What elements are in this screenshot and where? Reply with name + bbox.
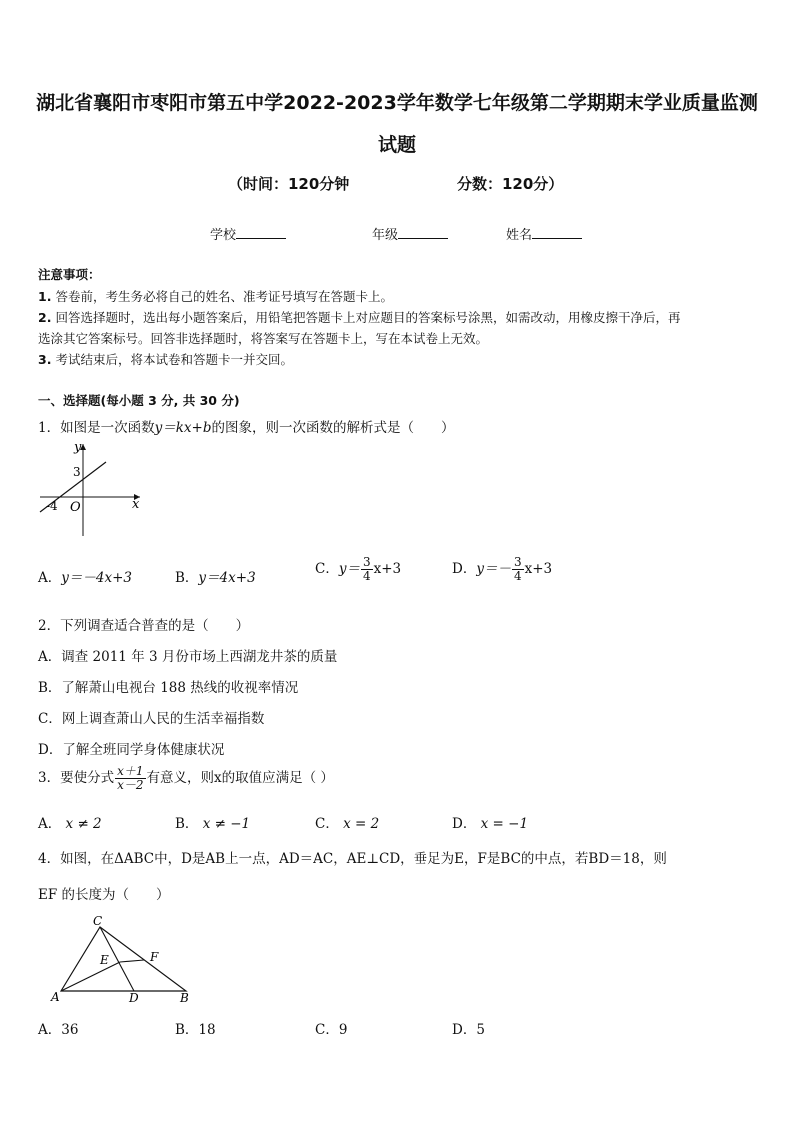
name-label: 姓名 xyxy=(506,228,533,243)
q1-option-b[interactable]: B．y＝4x+3 xyxy=(175,570,256,586)
q4-label-f: F xyxy=(150,950,159,964)
q3-option-a[interactable]: A． x ≠ 2 xyxy=(38,816,102,832)
q3-stem: 3．要使分式 $\frac{x+1}{x-2}$ 有意义，则x的取值应满足（ ） xyxy=(38,764,334,792)
q1-x-label: x xyxy=(132,497,140,512)
q4-triangle-figure xyxy=(48,913,198,1005)
q4-label-c: C xyxy=(93,914,103,928)
q3-fraction: $\frac{x+1}{x-2}$ xyxy=(117,764,144,792)
q1-option-d[interactable]: D．y＝－ $\frac{3}{4}$ x+3 xyxy=(452,555,553,583)
q1-stem: 1．如图是一次函数y＝kx+b的图象，则一次函数的解析式是（ ） xyxy=(38,420,455,436)
q1-origin-label: O xyxy=(70,500,81,515)
q2-option-d[interactable]: D．了解全班同学身体健康状况 xyxy=(38,742,225,758)
q4-stem-line2: EF 的长度为（ ） xyxy=(38,887,170,903)
grade-field[interactable] xyxy=(372,224,448,243)
q4-label-b: B xyxy=(180,991,189,1005)
exam-title-line1: 湖北省襄阳市枣阳市第五中学2022-2023学年数学七年级第二学期期末学业质量监测 xyxy=(36,92,758,114)
q1-d-fraction: $\frac{3}{4}$ xyxy=(513,555,522,583)
grade-label: 年级 xyxy=(372,228,399,243)
q3-option-c[interactable]: C． x = 2 xyxy=(315,816,380,832)
q4-option-a[interactable]: A．36 xyxy=(38,1022,79,1038)
q1-c-fraction: $\frac{3}{4}$ xyxy=(362,555,371,583)
q4-label-d: D xyxy=(129,991,139,1005)
q1-tick-x: -4 xyxy=(46,499,58,513)
notes-item-3: 3. 考试结束后，将本试卷和答题卡一并交回。 xyxy=(38,352,293,367)
grade-blank[interactable] xyxy=(398,226,448,239)
name-field[interactable] xyxy=(506,224,582,243)
q2-option-a[interactable]: A．调查 2011 年 3 月份市场上西湖龙井茶的质量 xyxy=(38,649,338,665)
notes-item-1: 1. 答卷前，考生务必将自己的姓名、准考证号填写在答题卡上。 xyxy=(38,289,393,304)
q1-option-c[interactable]: C．y＝ $\frac{3}{4}$ x+3 xyxy=(315,555,402,583)
q3-option-b[interactable]: B． x ≠ −1 xyxy=(175,816,251,832)
q1-graph xyxy=(36,440,148,540)
school-label: 学校 xyxy=(210,228,237,243)
exam-time: （时间：120分钟 xyxy=(228,175,350,193)
section-heading: 一、选择题(每小题 3 分, 共 30 分) xyxy=(38,393,240,408)
exam-score: 分数：120分） xyxy=(457,175,564,193)
notes-heading: 注意事项： xyxy=(38,267,101,282)
q4-label-a: A xyxy=(51,990,60,1004)
exam-title-line2: 试题 xyxy=(377,134,416,156)
q2-option-b[interactable]: B．了解萧山电视台 188 热线的收视率情况 xyxy=(38,680,299,696)
q4-stem-line1: 4．如图，在ΔABC中，D是AB上一点，AD＝AC，AE⊥CD，垂足为E，F是BC的中点，若BD＝18，则 xyxy=(38,851,667,867)
q4-option-d[interactable]: D．5 xyxy=(452,1022,485,1038)
q1-tick-y: 3 xyxy=(73,465,81,479)
q4-option-c[interactable]: C．9 xyxy=(315,1022,348,1038)
notes-item-2: 2. 回答选择题时，选出每小题答案后，用铅笔把答题卡上对应题目的答案标号涂黑，如需改动，用橡皮擦干净后，再 xyxy=(38,310,681,325)
school-blank[interactable] xyxy=(236,226,286,239)
q4-option-b[interactable]: B．18 xyxy=(175,1022,216,1038)
q3-option-d[interactable]: D． x = −1 xyxy=(452,816,529,832)
q2-stem: 2．下列调查适合普查的是（ ） xyxy=(38,618,250,634)
q4-label-e: E xyxy=(100,953,109,967)
q1-option-a[interactable]: A．y＝－4x+3 xyxy=(38,570,132,586)
name-blank[interactable] xyxy=(532,226,582,239)
school-field[interactable] xyxy=(210,224,286,243)
q2-option-c[interactable]: C．网上调查萧山人民的生活幸福指数 xyxy=(38,711,265,727)
notes-item-2-cont: 选涂其它答案标号。回答非选择题时，将答案写在答题卡上，写在本试卷上无效。 xyxy=(38,331,489,346)
q4-segment-ef xyxy=(120,960,144,962)
q1-y-label: y xyxy=(74,440,82,455)
